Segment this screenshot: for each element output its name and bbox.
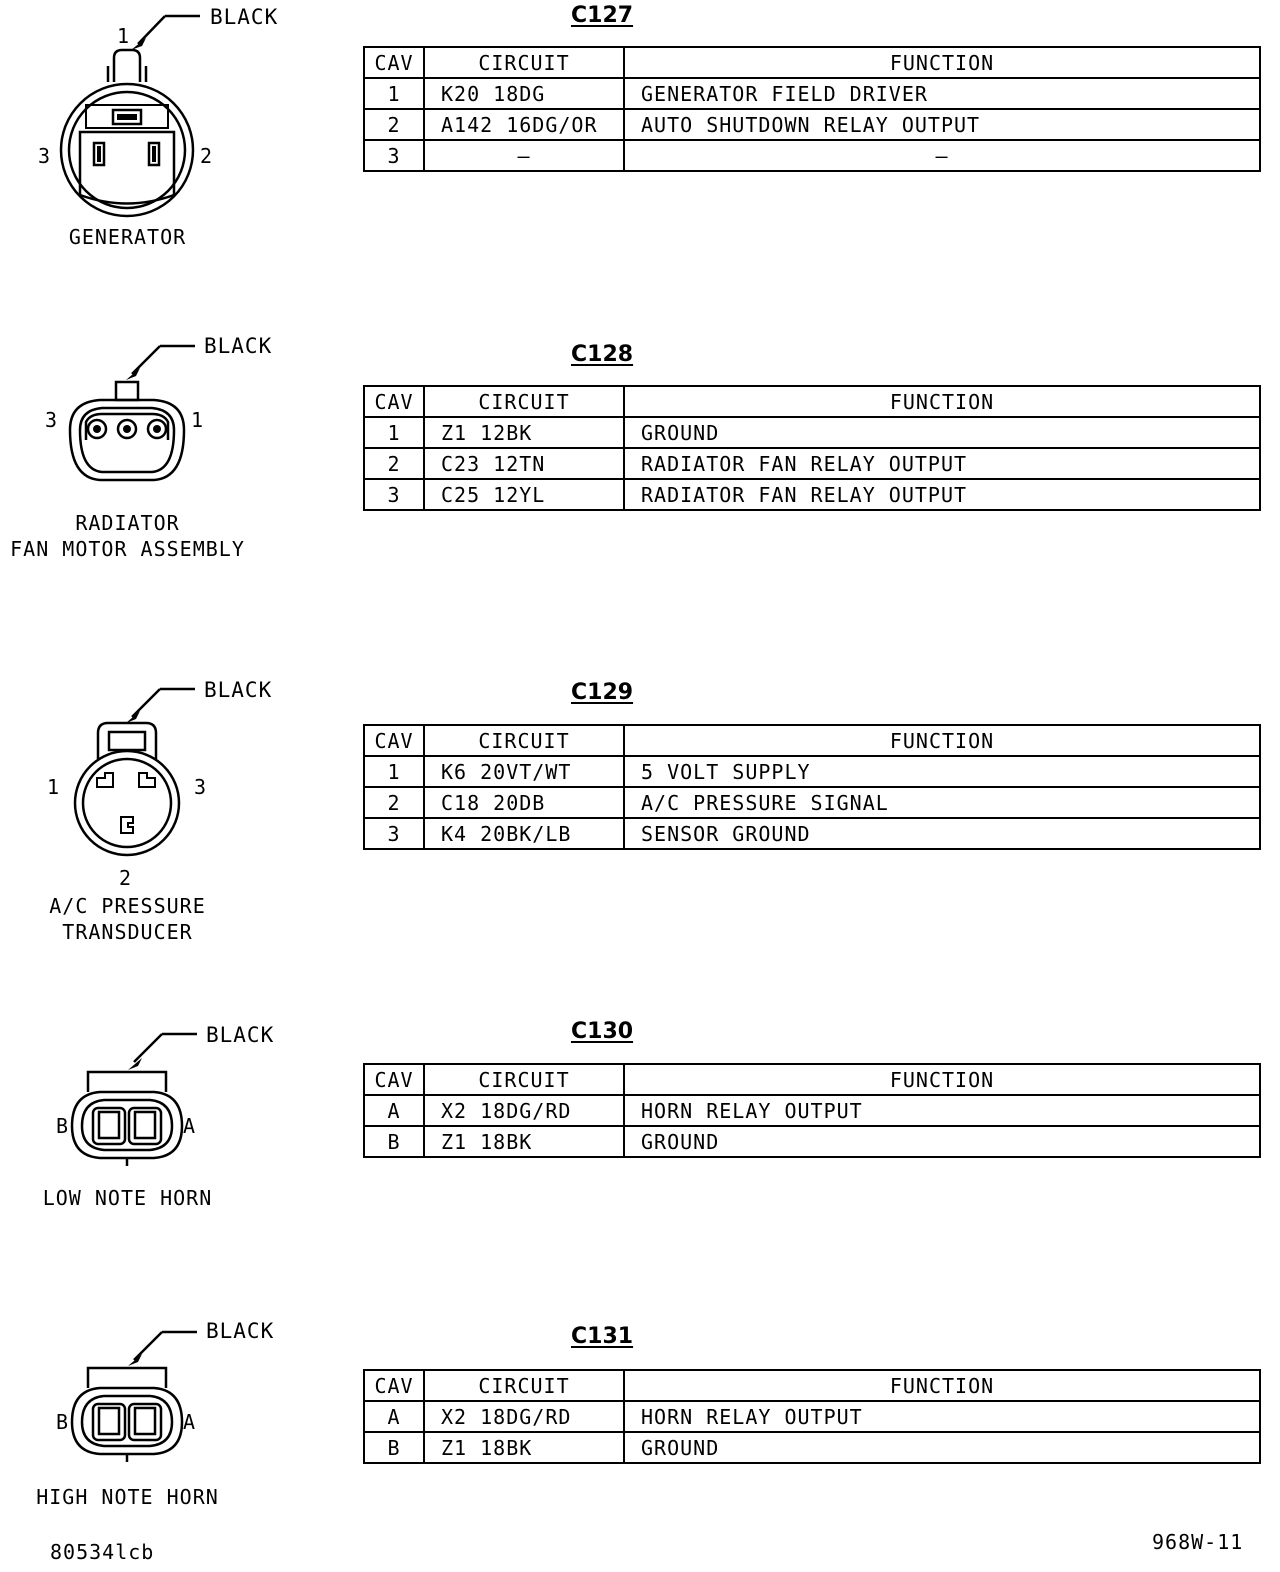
- table-row: [364, 1095, 1260, 1126]
- table-row: [364, 756, 1260, 787]
- high-note-horn-connector-view: [0, 1318, 300, 1518]
- cav-cell: 1: [364, 78, 424, 109]
- table-row: [364, 417, 1260, 448]
- cav-cell: 3: [364, 140, 424, 171]
- table-header-row: [364, 725, 1260, 756]
- circuit-cell: X2 18DG/RD: [424, 1095, 624, 1126]
- function-cell: RADIATOR FAN RELAY OUTPUT: [624, 479, 1260, 510]
- table-row: [364, 1432, 1260, 1463]
- pin-label: 2: [119, 866, 132, 890]
- connector-name: LOW NOTE HORN: [42, 1186, 213, 1210]
- function-header: FUNCTION: [624, 725, 1260, 756]
- cav-cell: 2: [364, 109, 424, 140]
- cav-cell: 2: [364, 448, 424, 479]
- circuit-cell: C23 12TN: [424, 448, 624, 479]
- generator-connector-drawing: [0, 0, 300, 260]
- circuit-cell: X2 18DG/RD: [424, 1401, 624, 1432]
- function-header: FUNCTION: [624, 386, 1260, 417]
- table-row: [364, 78, 1260, 109]
- table-header-row: [364, 1370, 1260, 1401]
- function-header: FUNCTION: [624, 1370, 1260, 1401]
- function-cell: GROUND: [624, 1126, 1260, 1157]
- c131-pinout-table: [363, 1369, 1261, 1464]
- cav-cell: 3: [364, 479, 424, 510]
- c130-pinout-table: [363, 1063, 1261, 1158]
- circuit-cell: C18 20DB: [424, 787, 624, 818]
- cav-cell: A: [364, 1095, 424, 1126]
- function-cell: GENERATOR FIELD DRIVER: [624, 78, 1260, 109]
- cav-cell: 3: [364, 818, 424, 849]
- connector-id-title: C127: [571, 3, 634, 28]
- cav-cell: A: [364, 1401, 424, 1432]
- table-row: [364, 140, 1260, 171]
- circuit-header: CIRCUIT: [424, 1064, 624, 1095]
- function-cell: GROUND: [624, 1432, 1260, 1463]
- table-row: [364, 479, 1260, 510]
- circuit-cell: K4 20BK/LB: [424, 818, 624, 849]
- circuit-cell: K6 20VT/WT: [424, 756, 624, 787]
- function-cell: HORN RELAY OUTPUT: [624, 1401, 1260, 1432]
- cav-header: CAV: [364, 47, 424, 78]
- connector-color-label: BLACK: [204, 334, 273, 358]
- circuit-header: CIRCUIT: [424, 725, 624, 756]
- cav-header: CAV: [364, 1064, 424, 1095]
- low-note-horn-connector-view: [0, 1020, 300, 1220]
- pin-label: A: [183, 1114, 196, 1138]
- circuit-header: CIRCUIT: [424, 47, 624, 78]
- circuit-header: CIRCUIT: [424, 386, 624, 417]
- generator-connector-view: [0, 0, 300, 260]
- function-cell: 5 VOLT SUPPLY: [624, 756, 1260, 787]
- circuit-header: CIRCUIT: [424, 1370, 624, 1401]
- function-header: FUNCTION: [624, 47, 1260, 78]
- c128-pinout-table: [363, 385, 1261, 511]
- function-header: FUNCTION: [624, 1064, 1260, 1095]
- table-header-row: [364, 47, 1260, 78]
- table-row: [364, 1126, 1260, 1157]
- pin-label: 3: [194, 775, 207, 799]
- circuit-cell: –: [424, 140, 624, 171]
- connector-id-title: C131: [571, 1324, 634, 1349]
- circuit-cell: Z1 12BK: [424, 417, 624, 448]
- table-header-row: [364, 1064, 1260, 1095]
- pin-label: 3: [38, 144, 51, 168]
- circuit-cell: Z1 18BK: [424, 1126, 624, 1157]
- function-cell: A/C PRESSURE SIGNAL: [624, 787, 1260, 818]
- cav-cell: 2: [364, 787, 424, 818]
- function-cell: HORN RELAY OUTPUT: [624, 1095, 1260, 1126]
- pin-label: 1: [47, 775, 60, 799]
- c129-pinout-table: [363, 724, 1261, 850]
- function-cell: SENSOR GROUND: [624, 818, 1260, 849]
- c127-pinout-table: [363, 46, 1261, 172]
- circuit-cell: C25 12YL: [424, 479, 624, 510]
- function-cell: AUTO SHUTDOWN RELAY OUTPUT: [624, 109, 1260, 140]
- cav-header: CAV: [364, 725, 424, 756]
- function-cell: RADIATOR FAN RELAY OUTPUT: [624, 448, 1260, 479]
- table-row: [364, 448, 1260, 479]
- pin-label: A: [183, 1410, 196, 1434]
- connector-color-label: BLACK: [204, 678, 273, 702]
- function-cell: –: [624, 140, 1260, 171]
- figure-code-right: 968W-11: [1152, 1530, 1244, 1554]
- connector-id-title: C129: [571, 680, 634, 705]
- pin-label: 3: [45, 408, 58, 432]
- table-row: [364, 818, 1260, 849]
- connector-name: GENERATOR: [68, 225, 187, 249]
- table-header-row: [364, 386, 1260, 417]
- connector-name: A/C PRESSURE TRANSDUCER: [49, 894, 206, 944]
- cav-cell: B: [364, 1126, 424, 1157]
- pin-label: 1: [117, 24, 130, 48]
- pin-label: 2: [200, 144, 213, 168]
- figure-code-left: 80534lcb: [50, 1540, 155, 1564]
- pin-label: B: [56, 1410, 69, 1434]
- ac-pressure-connector-view: [0, 675, 300, 955]
- circuit-cell: K20 18DG: [424, 78, 624, 109]
- table-row: [364, 787, 1260, 818]
- cav-header: CAV: [364, 386, 424, 417]
- circuit-cell: A142 16DG/OR: [424, 109, 624, 140]
- function-cell: GROUND: [624, 417, 1260, 448]
- pin-label: B: [56, 1114, 69, 1138]
- cav-header: CAV: [364, 1370, 424, 1401]
- circuit-cell: Z1 18BK: [424, 1432, 624, 1463]
- connector-color-label: BLACK: [210, 5, 279, 29]
- connector-name: RADIATOR FAN MOTOR ASSEMBLY: [10, 511, 245, 561]
- cav-cell: 1: [364, 756, 424, 787]
- cav-cell: 1: [364, 417, 424, 448]
- connector-id-title: C130: [571, 1019, 634, 1044]
- connector-color-label: BLACK: [206, 1319, 275, 1343]
- connector-id-title: C128: [571, 342, 634, 367]
- cav-cell: B: [364, 1432, 424, 1463]
- pin-label: 1: [191, 408, 204, 432]
- table-row: [364, 1401, 1260, 1432]
- radiator-fan-connector-view: [0, 330, 300, 570]
- table-row: [364, 109, 1260, 140]
- connector-name: HIGH NOTE HORN: [36, 1485, 219, 1509]
- connector-color-label: BLACK: [206, 1023, 275, 1047]
